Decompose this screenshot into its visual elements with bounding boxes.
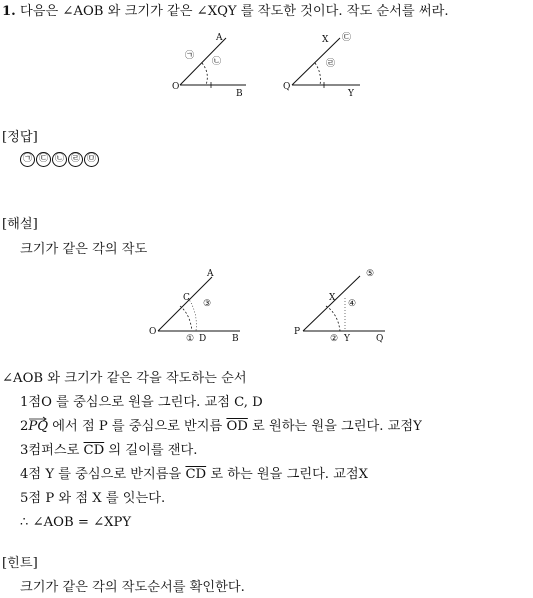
arrow-over-PQ [28, 416, 48, 422]
label-D: D [199, 334, 207, 344]
question-line [2, 4, 449, 20]
segment-OD: $\overline{OD}$ [226, 419, 248, 434]
label-Y: Y [348, 89, 354, 99]
step-3-prefix: 3컴퍼스로 [20, 443, 84, 458]
explanation-header: [해설] [2, 217, 38, 232]
figure1-left [172, 33, 246, 99]
label-A: A [216, 33, 223, 43]
label-P: P [294, 327, 301, 337]
question-text: 다음은 ∠AOB 와 크기가 같은 ∠XQY 를 작도한 것이다. 작도 순서를 써라. [19, 4, 449, 19]
step-2-mid: 에서 점 P 를 중심으로 반지름 [48, 419, 227, 434]
explanation-intro: ∠AOB 와 크기가 같은 각을 작도하는 순서 [2, 371, 247, 386]
step-4 [20, 467, 368, 483]
step-1: 1점O 를 중심으로 원을 그린다. 교점 C, D [20, 395, 263, 410]
mark-circ-5: ⑤ [366, 269, 375, 279]
step-3-suffix: 의 길이를 잰다. [104, 443, 198, 458]
answer-header: [정답] [2, 130, 38, 145]
answer-circle-1: ㉠ [20, 152, 35, 167]
label-O2: O [149, 327, 157, 337]
segment-PQ: PQ [28, 419, 48, 434]
label-C: C [183, 293, 190, 303]
label-X: X [322, 35, 329, 45]
explanation-figure [0, 268, 533, 348]
figure2-right [294, 269, 385, 344]
step-4-prefix: 4점 Y 를 중심으로 반지름을 [20, 467, 186, 482]
step-2-number: 2 [20, 419, 29, 434]
label-Q2: Q [376, 334, 384, 344]
mark-circ-2: ② [330, 334, 339, 344]
label-X2: X [329, 293, 336, 303]
segment-CD-2: $\overline{CD}$ [185, 467, 207, 482]
answer-circle-5: ㉤ [84, 152, 99, 167]
step-4-suffix: 로 하는 원을 그린다. 교점X [206, 467, 369, 482]
question-figure [0, 28, 533, 108]
label-B: B [236, 89, 243, 99]
answer-circle-4: ㉣ [68, 152, 83, 167]
label-A2: A [207, 269, 214, 279]
figure2-left [149, 269, 240, 344]
mark-1: ㉠ [185, 51, 195, 61]
answer-sequence [20, 152, 100, 167]
conclusion: ∴ ∠AOB = ∠XPY [20, 515, 132, 530]
label-Q: Q [283, 82, 291, 92]
figure1-right [283, 32, 360, 99]
question-number: 1. [2, 4, 16, 19]
mark-4: ㉣ [326, 59, 336, 69]
step-3 [20, 443, 197, 459]
label-O: O [172, 82, 180, 92]
answer-circle-3: ㉡ [52, 152, 67, 167]
mark-3: ㉢ [342, 33, 352, 43]
label-B2: B [232, 334, 239, 344]
mark-circ-1: ① [186, 334, 195, 344]
label-Y2: Y [344, 334, 350, 344]
step-2-suffix: 로 원하는 원을 그린다. 교점Y [247, 419, 422, 434]
hint-text: 크기가 같은 각의 작도순서를 확인한다. [20, 580, 245, 595]
step-2 [20, 419, 422, 435]
answer-circle-2: ㉢ [36, 152, 51, 167]
mark-2: ㉡ [212, 57, 222, 67]
hint-header: [힌트] [2, 556, 38, 571]
mark-circ-4: ④ [348, 299, 357, 309]
step-5: 5점 P 와 점 X 를 잇는다. [20, 491, 166, 506]
segment-CD-1: $\overline{CD}$ [83, 443, 105, 458]
explanation-subtitle: 크기가 같은 각의 작도 [20, 242, 148, 257]
mark-circ-3: ③ [203, 299, 212, 309]
